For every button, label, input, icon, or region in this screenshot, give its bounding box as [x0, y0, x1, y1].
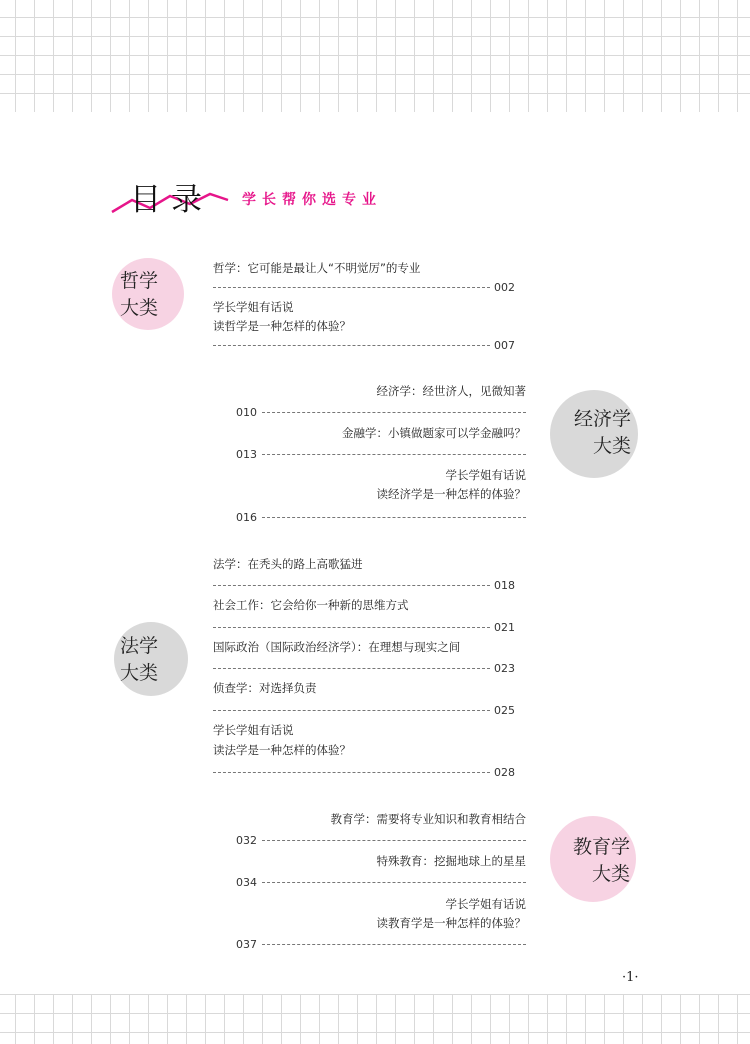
grid-pattern-top [0, 0, 750, 112]
leader-line [262, 517, 526, 518]
leader-line [262, 840, 526, 841]
leader-line [213, 710, 490, 711]
category-label-education: 教育学 大类 [573, 836, 631, 885]
leader-line [262, 412, 526, 413]
toc-entry-title[interactable]: 教育学：需要将专业知识和教育相结合 [330, 812, 526, 826]
leader-line [213, 287, 490, 288]
toc-entry-title[interactable]: 学长学姐有话说 [445, 468, 526, 482]
page-number: 037 [236, 938, 257, 951]
page-number: 002 [494, 281, 515, 294]
toc-entry-title[interactable]: 社会工作：它会给你一种新的思维方式 [213, 598, 409, 612]
category-label-law: 法学 大类 [120, 635, 159, 684]
page-title: 目录 [130, 182, 212, 218]
page-number: 013 [236, 448, 257, 461]
page-number: 016 [236, 511, 257, 524]
toc-entry-title[interactable]: 学长学姐有话说 [213, 723, 294, 737]
grid-pattern-bottom [0, 994, 750, 1044]
toc-entry-title[interactable]: 特殊教育：挖掘地球上的星星 [376, 854, 526, 868]
leader-line [213, 627, 490, 628]
leader-line [213, 345, 490, 346]
toc-entry-title[interactable]: 哲学：它可能是最让人“不明觉厉”的专业 [213, 261, 421, 275]
toc-entry-title[interactable]: 法学：在秃头的路上高歌猛进 [213, 557, 363, 571]
leader-line [213, 585, 490, 586]
toc-entry-title[interactable]: 国际政治（国际政治经济学）：在理想与现实之间 [213, 640, 461, 654]
page-number: 023 [494, 662, 515, 675]
page-number: 007 [494, 339, 515, 352]
page-subtitle: 学长帮你选专业 [242, 192, 382, 208]
toc-entry-subtitle[interactable]: 读哲学是一种怎样的体验？ [213, 319, 351, 333]
leader-line [213, 772, 490, 773]
page-number: 032 [236, 834, 257, 847]
page-number: 034 [236, 876, 257, 889]
toc-heading [110, 170, 430, 220]
leader-line [262, 454, 526, 455]
toc-entry-title[interactable]: 金融学：小镇做题家可以学金融吗？ [342, 426, 526, 440]
leader-line [262, 882, 526, 883]
page-folio: ·1· [622, 970, 639, 985]
page-number: 025 [494, 704, 515, 717]
leader-line [262, 944, 526, 945]
toc-entry-title[interactable]: 学长学姐有话说 [213, 300, 294, 314]
toc-entry-title[interactable]: 学长学姐有话说 [445, 897, 526, 911]
page-number: 028 [494, 766, 515, 779]
category-label-philosophy: 哲学 大类 [120, 270, 159, 319]
page-number: 010 [236, 406, 257, 419]
category-label-economics: 经济学 大类 [574, 408, 632, 457]
page-number: 018 [494, 579, 515, 592]
toc-entry-subtitle[interactable]: 读经济学是一种怎样的体验？ [376, 487, 526, 501]
toc-entry-title[interactable]: 侦查学：对选择负责 [213, 681, 317, 695]
toc-entry-subtitle[interactable]: 读教育学是一种怎样的体验？ [376, 916, 526, 930]
leader-line [213, 668, 490, 669]
page-number: 021 [494, 621, 515, 634]
toc-entry-title[interactable]: 经济学：经世济人，见微知著 [376, 384, 526, 398]
toc-entry-subtitle[interactable]: 读法学是一种怎样的体验？ [213, 743, 351, 757]
